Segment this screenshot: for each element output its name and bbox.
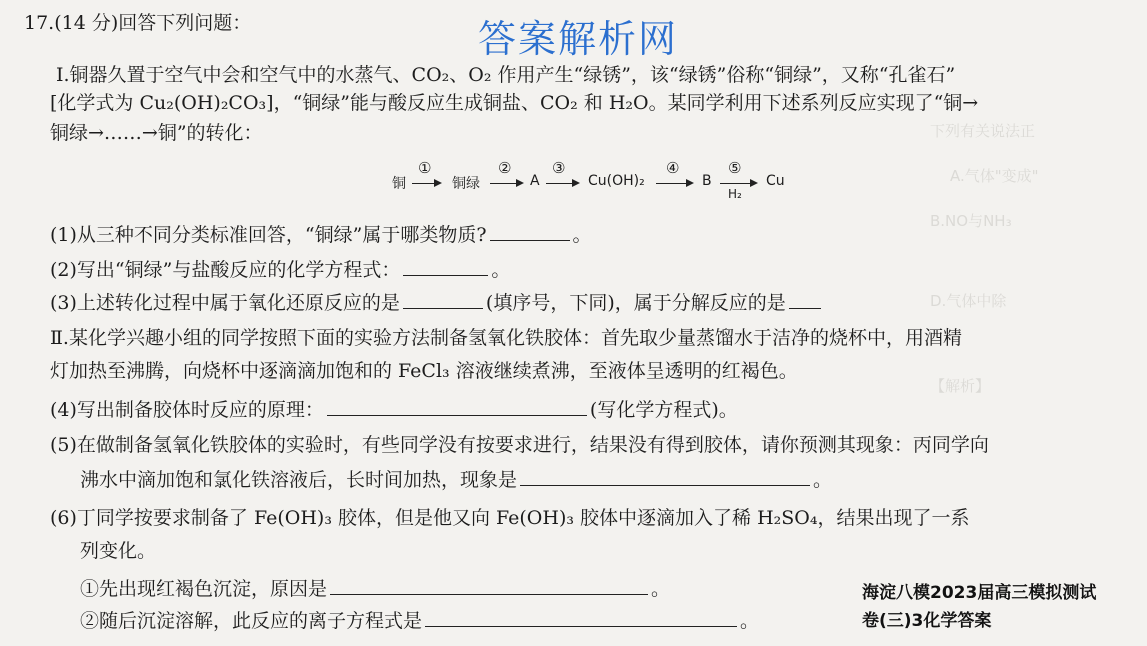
step-4-label: ④ — [666, 159, 680, 177]
answer-blank-4[interactable] — [327, 395, 587, 416]
question-2-end: 。 — [491, 259, 511, 281]
question-6b-end: 。 — [740, 610, 760, 632]
part1-line2: [化学式为 Cu₂(OH)₂CO₃]，“铜绿”能与酸反应生成铜盐、CO₂ 和 H₂O。某同学利用下述系列反应实现了“铜→ — [50, 92, 979, 114]
step-1-label: ① — [418, 159, 432, 177]
bleed-through-text: B.NO与NH₃ — [930, 212, 1012, 230]
bleed-through-text: A.气体"变成" — [950, 167, 1039, 185]
question-6a-text: ①先出现红褐色沉淀，原因是 — [80, 578, 328, 600]
answer-blank-3a[interactable] — [403, 288, 483, 309]
question-1-text: (1)从三种不同分类标准回答，“铜绿”属于哪类物质? — [50, 224, 487, 246]
question-3-text-a: (3)上述转化过程中属于氧化还原反应的是 — [50, 292, 400, 314]
question-6-line1: (6)丁同学按要求制备了 Fe(OH)₃ 胶体，但是他又向 Fe(OH)₃ 胶体中逐滴加入了稀 H₂SO₄，结果出现了一系 — [50, 507, 970, 529]
chain-node-copper: 铜 — [392, 176, 406, 192]
answer-blank-2[interactable] — [403, 255, 488, 276]
bleed-through-text: 【解析】 — [930, 377, 991, 395]
question-6b-text: ②随后沉淀溶解，此反应的离子方程式是 — [80, 610, 423, 632]
question-6a-end: 。 — [651, 578, 671, 600]
arrow-3 — [546, 183, 578, 184]
arrow-4 — [656, 183, 692, 184]
answer-blank-6b[interactable] — [425, 606, 737, 627]
question-3 — [50, 288, 824, 316]
chain-node-b: B — [702, 173, 712, 189]
answer-blank-6a[interactable] — [330, 574, 648, 595]
question-header: 17.(14 分)回答下列问题： — [24, 12, 252, 34]
reagent-label: H₂ — [728, 187, 742, 201]
arrow-2 — [490, 183, 522, 184]
answer-blank-5[interactable] — [520, 465, 810, 486]
question-1-end: 。 — [572, 224, 592, 246]
question-6a — [80, 574, 670, 602]
question-4-end: (写化学方程式)。 — [589, 399, 738, 421]
source-caption-line2: 卷(三)3化学答案 — [862, 611, 992, 631]
question-1 — [50, 220, 592, 248]
chain-node-cuoh2: Cu(OH)₂ — [588, 173, 645, 189]
part1-line3: 铜绿→……→铜”的转化： — [50, 122, 263, 144]
question-3-text-b: (填序号，下同)，属于分解反应的是 — [485, 292, 786, 314]
arrow-5 — [720, 183, 756, 184]
question-6-line2: 列变化。 — [80, 540, 157, 562]
question-5-text: 沸水中滴加饱和氯化铁溶液后，长时间加热，现象是 — [80, 469, 518, 491]
source-caption-line1: 海淀八模2023届高三模拟测试 — [862, 583, 1097, 603]
watermark: 答案解析网 — [478, 17, 679, 61]
chain-node-malachite: 铜绿 — [452, 176, 480, 192]
answer-blank-1[interactable] — [490, 220, 570, 241]
question-5-line1: (5)在做制备氢氧化铁胶体的实验时，有些同学没有按要求进行，结果没有得到胶体，请你预测其现象：丙同学向 — [50, 434, 989, 456]
question-5-line2 — [80, 465, 832, 493]
part2-line1: Ⅱ.某化学兴趣小组的同学按照下面的实验方法制备氢氧化铁胶体：首先取少量蒸馏水于洁净的烧杯中，用酒精 — [50, 327, 962, 349]
bleed-through-text: D.气体中除 — [930, 292, 1007, 310]
answer-blank-3b[interactable] — [789, 288, 821, 309]
question-4 — [50, 395, 738, 423]
question-5-end: 。 — [813, 469, 833, 491]
part2-line2: 灯加热至沸腾，向烧杯中逐滴滴加饱和的 FeCl₃ 溶液继续煮沸，至液体呈透明的红褐色。 — [50, 360, 798, 382]
step-5-label: ⑤ — [728, 159, 742, 177]
part1-line1: Ⅰ.铜器久置于空气中会和空气中的水蒸气、CO₂、O₂ 作用产生“绿锈”，该“绿锈”俗称“铜绿”，又称“孔雀石” — [56, 64, 956, 86]
step-3-label: ③ — [552, 159, 566, 177]
bleed-through-text: 下列有关说法正 — [930, 122, 1036, 140]
question-2 — [50, 255, 510, 283]
step-2-label: ② — [498, 159, 512, 177]
question-4-text: (4)写出制备胶体时反应的原理： — [50, 399, 324, 421]
question-6b — [80, 606, 759, 634]
chain-node-cu: Cu — [766, 173, 785, 189]
chain-node-a: A — [530, 173, 540, 189]
question-2-text: (2)写出“铜绿”与盐酸反应的化学方程式： — [50, 259, 401, 281]
arrow-1 — [412, 183, 440, 184]
